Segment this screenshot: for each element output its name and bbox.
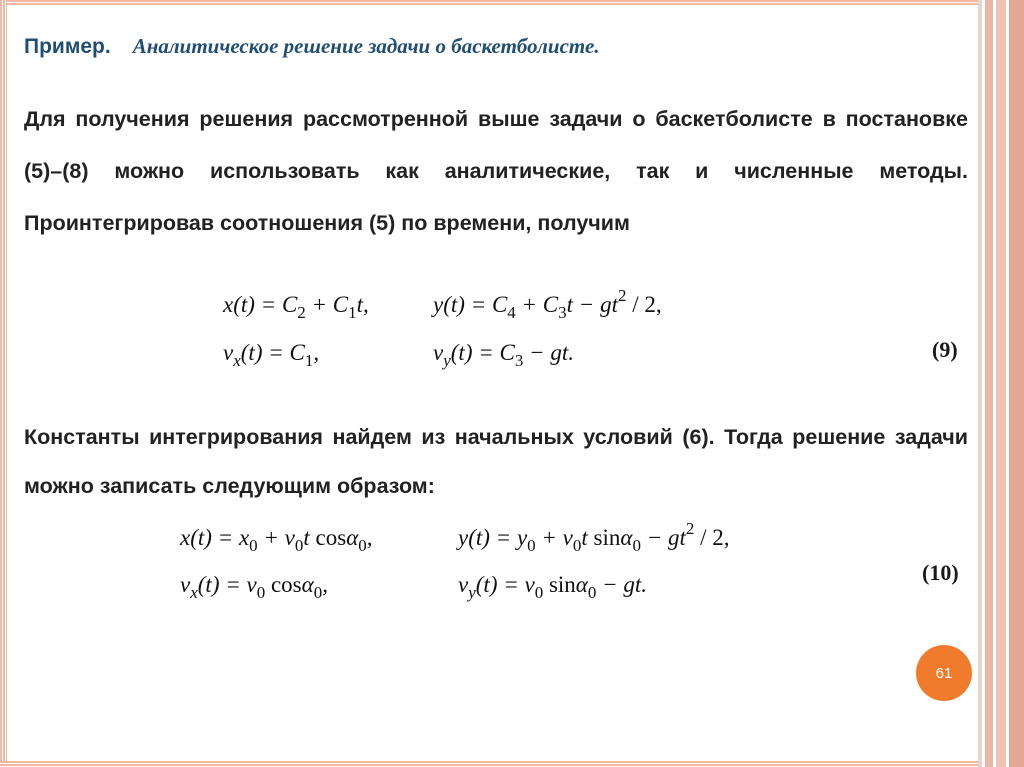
slide-title <box>24 34 600 59</box>
equation-10-vy: $v_y(t) = v_0$ sinα$_0$ − gt. <box>458 572 648 602</box>
frame-bottom-border <box>0 761 1024 767</box>
equation-9-x: $x(t) = C_2 + C_1t$, <box>223 292 369 322</box>
title-label: Пример. <box>24 35 111 58</box>
equation-9-number: (9) <box>932 337 958 362</box>
equation-9-vx: $v_x(t) = C_1$, <box>223 340 320 370</box>
title-text: Аналитическое решение задачи о баскетболисте. <box>132 34 600 58</box>
equation-10-vx: $v_x(t) = v_0$ cosα$_0$, <box>180 572 328 602</box>
equation-9-vy: $v_y(t) = C_3$ − gt. <box>433 340 575 370</box>
frame-right-stripes <box>978 0 1024 767</box>
page-number-badge: 61 <box>916 645 972 701</box>
equation-10-y: $y(t) = y_0 + v_0t$ $\sin\alpha_0 - gt^2 / 2$, <box>458 519 730 555</box>
frame-left-border <box>0 0 7 767</box>
equation-10-number: (10) <box>922 560 959 585</box>
equation-9-y: $y(t) = C_4 + C_3t - gt^2 / 2$, <box>433 286 662 322</box>
equation-10-x: $x(t) = x_0 + v_0t$ cosα$_0$, <box>180 525 373 555</box>
frame-top-border <box>0 0 1024 6</box>
paragraph-intro: Для получения решения рассмотренной выше задачи о баскетболисте в постановке (5)–(8) можно использовать как аналитические, так и численные методы. Проинтегрировав соотношения (5) по времени, получим <box>24 107 968 235</box>
paragraph-constants: Константы интегрирования найдем из начальных условий (6). Тогда решение задачи можно записать следующим образом: <box>24 425 968 498</box>
